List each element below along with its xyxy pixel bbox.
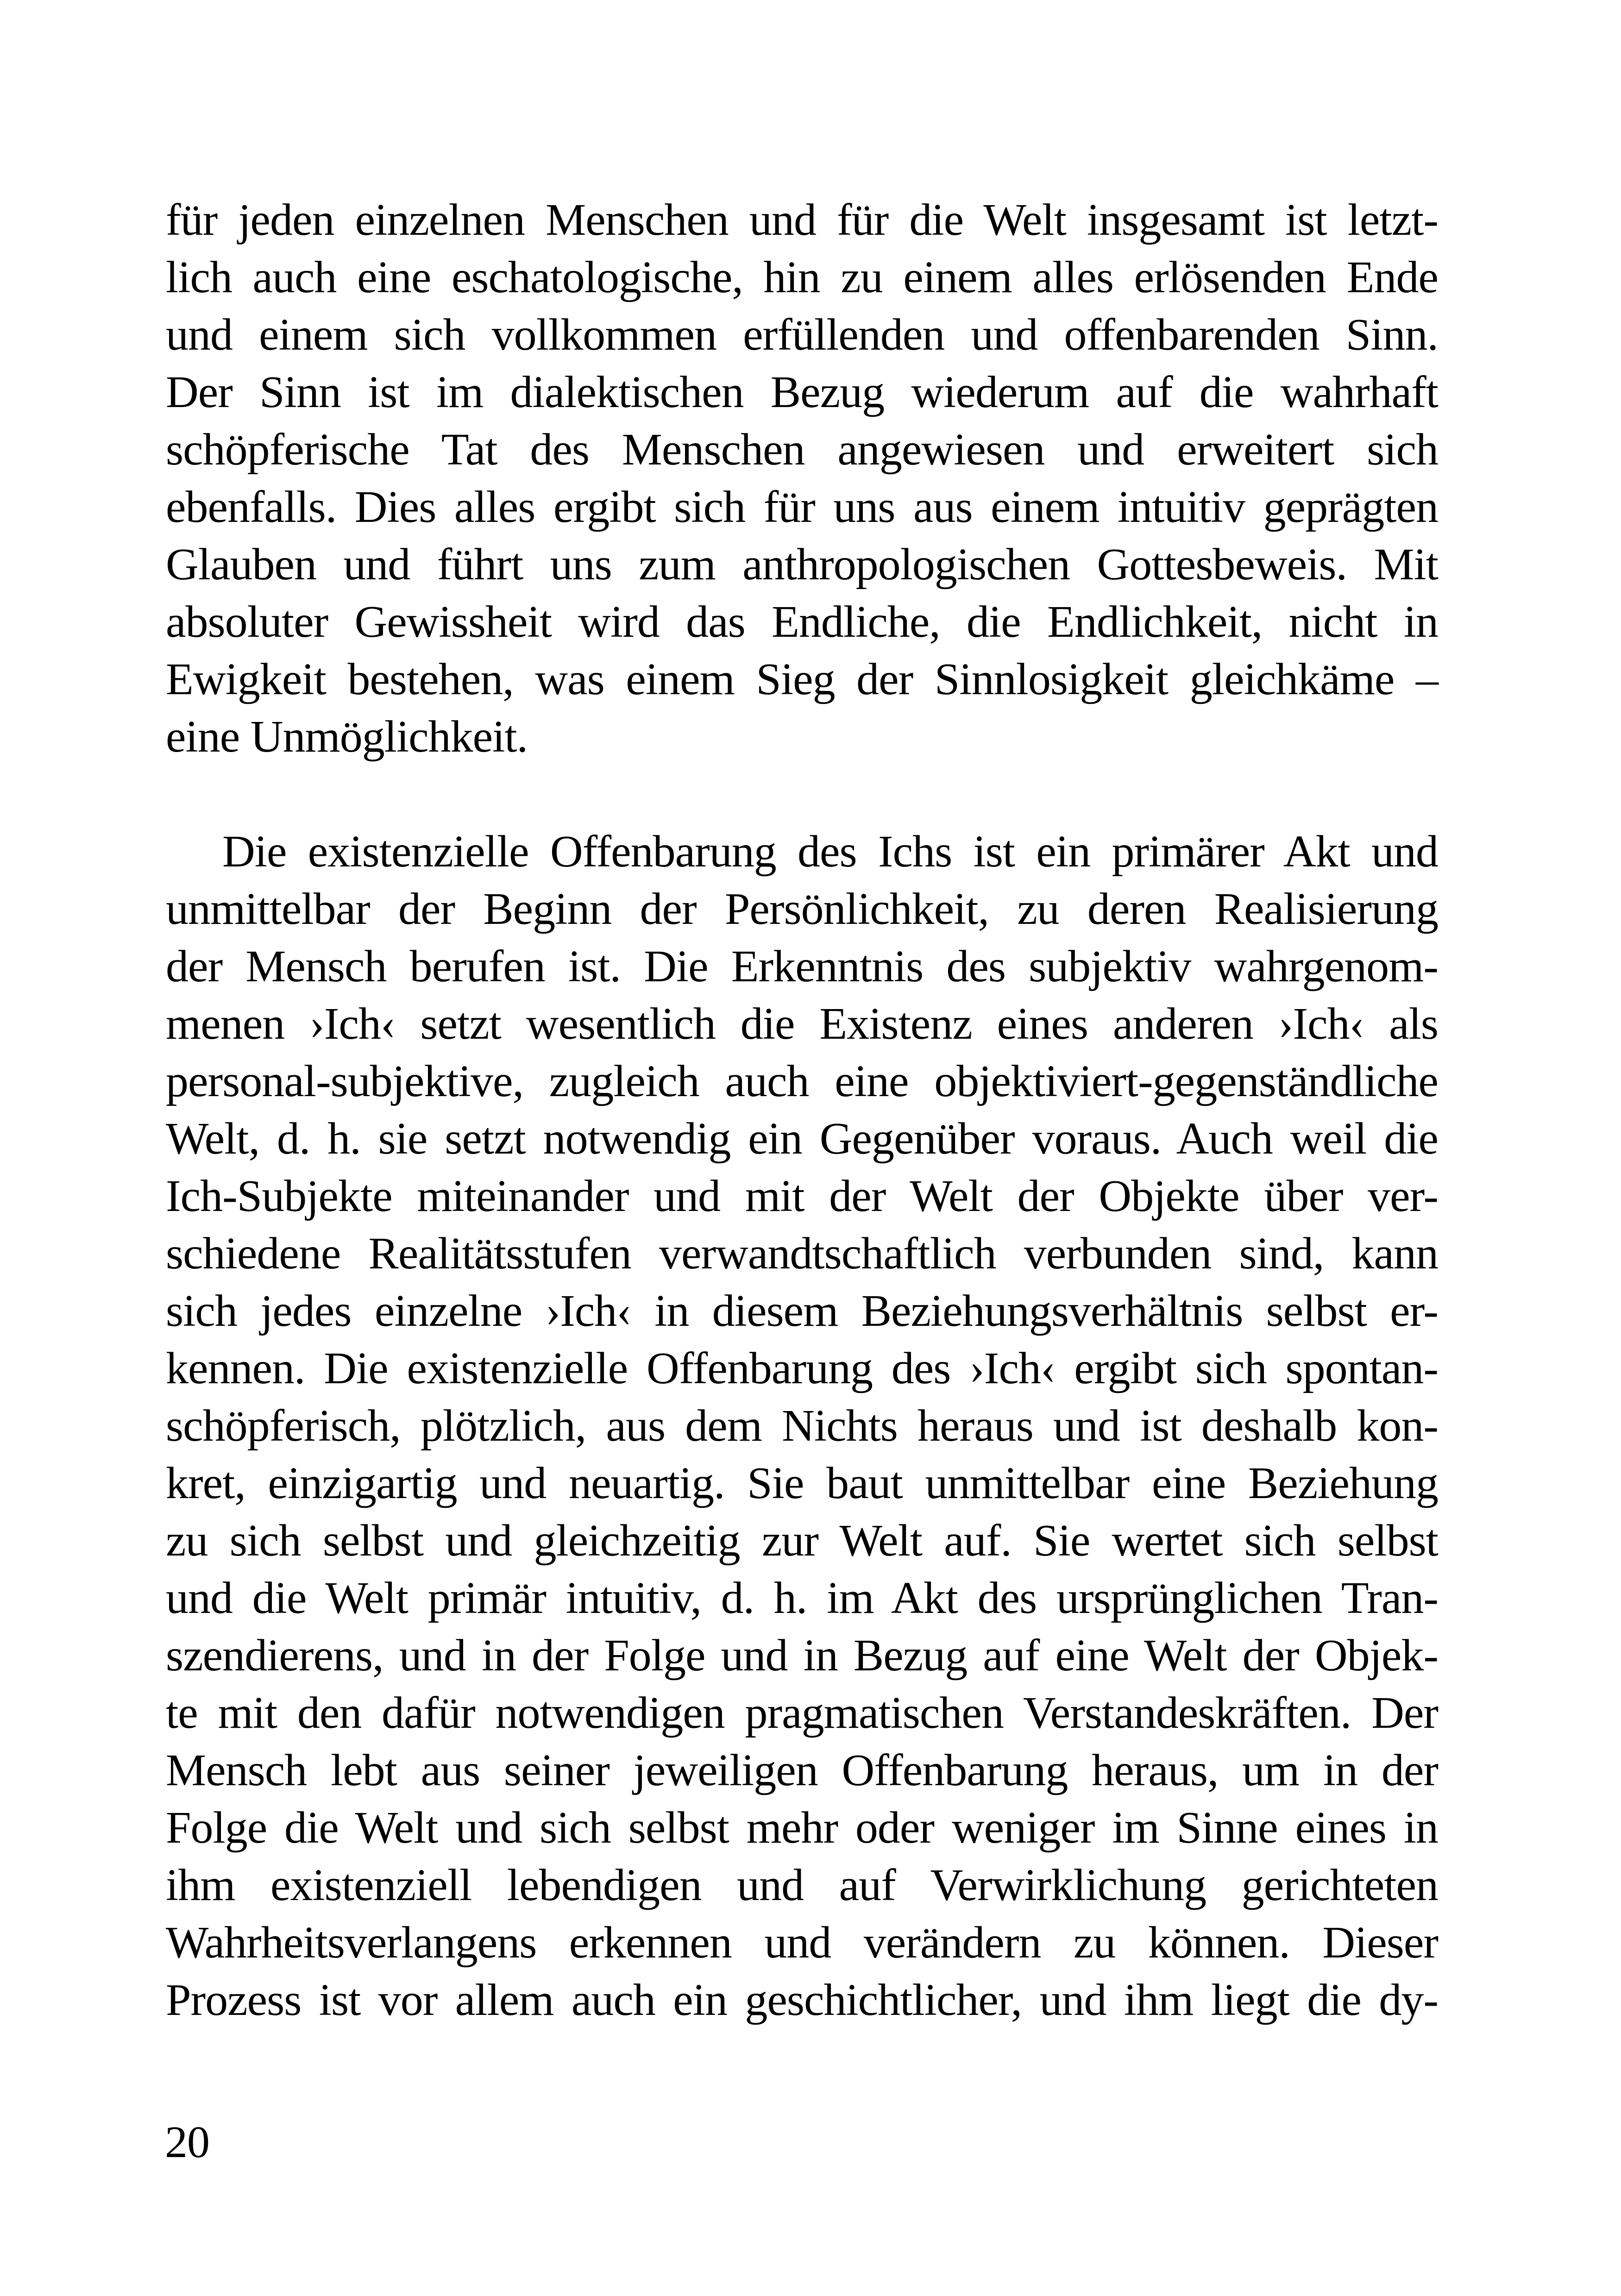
text-line: menen ›Ich‹ setzt wesentlich die Existenz eines anderen ›Ich‹ als	[166, 999, 1438, 1049]
text-line: Prozess ist vor allem auch ein geschichtlicher, und ihm liegt die dy-	[166, 1975, 1438, 2025]
text-line: schöpferische Tat des Menschen angewiesen und erweitert sich	[166, 425, 1438, 475]
text-line: Ich-Subjekte miteinander und mit der Welt der Objekte über ver-	[166, 1171, 1438, 1221]
text-line: Glauben und führt uns zum anthropologischen Gottesbeweis. Mit	[166, 539, 1438, 590]
text-line: sich jedes einzelne ›Ich‹ in diesem Beziehungsverhältnis selbst er-	[166, 1286, 1438, 1336]
text-line: eine Unmöglichkeit.	[166, 712, 528, 762]
text-line: Der Sinn ist im dialektischen Bezug wiederum auf die wahrhaft	[166, 367, 1438, 417]
text-line: zu sich selbst und gleichzeitig zur Welt auf. Sie wertet sich selbst	[166, 1516, 1438, 1566]
text-line: personal-subjektive, zugleich auch eine objektiviert-gegenständliche	[166, 1056, 1438, 1106]
text-line: für jeden einzelnen Menschen und für die Welt insgesamt ist letzt-	[166, 195, 1438, 245]
text-line: ihm existenziell lebendigen und auf Verwirklichung gerichteten	[166, 1860, 1438, 1910]
text-line: der Mensch berufen ist. Die Erkenntnis des subjektiv wahrgenom-	[166, 941, 1438, 991]
page-number: 20	[165, 2117, 209, 2167]
text-line: und die Welt primär intuitiv, d. h. im Akt des ursprünglichen Tran-	[166, 1573, 1438, 1623]
text-line: ebenfalls. Dies alles ergibt sich für uns aus einem intuitiv geprägten	[166, 482, 1438, 532]
text-line: kennen. Die existenzielle Offenbarung des ›Ich‹ ergibt sich spontan-	[166, 1343, 1438, 1393]
paragraph	[166, 191, 1438, 765]
paragraph	[166, 823, 1438, 2029]
text-line: Welt, d. h. sie setzt notwendig ein Gegenüber voraus. Auch weil die	[166, 1114, 1438, 1164]
text-line: und einem sich vollkommen erfüllenden und offenbarenden Sinn.	[166, 310, 1438, 360]
text-line: schiedene Realitätsstufen verwandtschaftlich verbunden sind, kann	[166, 1229, 1438, 1279]
text-line: Folge die Welt und sich selbst mehr oder weniger im Sinne eines in	[166, 1803, 1438, 1853]
text-line: kret, einzigartig und neuartig. Sie baut unmittelbar eine Beziehung	[166, 1458, 1438, 1508]
text-line: schöpferisch, plötzlich, aus dem Nichts heraus und ist deshalb kon-	[166, 1401, 1438, 1451]
text-block	[166, 191, 1438, 2029]
text-line: te mit den dafür notwendigen pragmatischen Verstandeskräften. Der	[166, 1688, 1438, 1738]
text-line: unmittelbar der Beginn der Persönlichkeit, zu deren Realisierung	[166, 884, 1438, 934]
text-line: absoluter Gewissheit wird das Endliche, die Endlichkeit, nicht in	[166, 597, 1438, 647]
text-line: Mensch lebt aus seiner jeweiligen Offenbarung heraus, um in der	[166, 1745, 1438, 1795]
text-line: szendierens, und in der Folge und in Bezug auf eine Welt der Objek-	[166, 1631, 1438, 1681]
text-line: lich auch eine eschatologische, hin zu einem alles erlösenden Ende	[166, 252, 1438, 302]
text-line: Die existenzielle Offenbarung des Ichs ist ein primärer Akt und	[222, 827, 1438, 877]
text-line: Ewigkeit bestehen, was einem Sieg der Sinnlosigkeit gleichkäme –	[166, 654, 1438, 704]
text-line: Wahrheitsverlangens erkennen und verändern zu können. Dieser	[166, 1918, 1438, 1968]
